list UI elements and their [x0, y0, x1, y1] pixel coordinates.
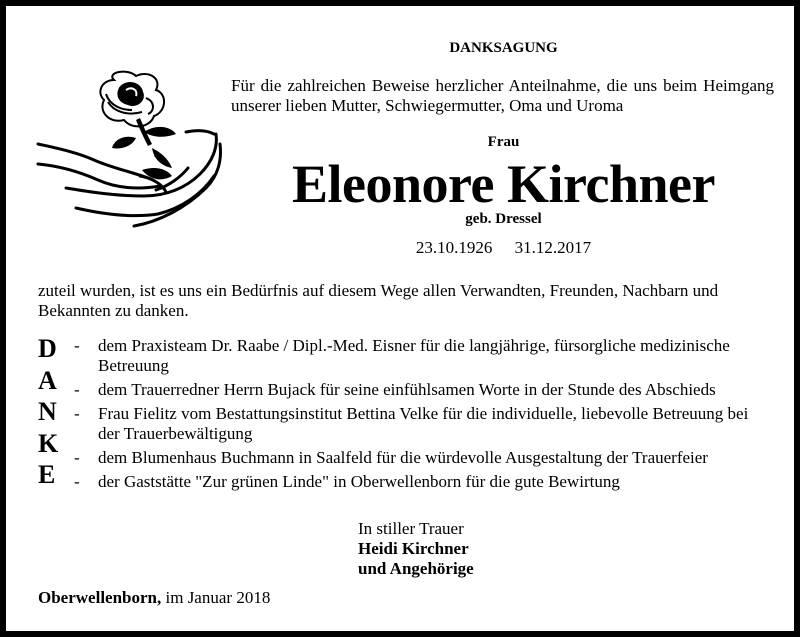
list-item — [74, 336, 774, 376]
list-dash: - — [74, 472, 80, 491]
death-date: 31.12.2017 — [514, 238, 592, 257]
list-item-text: dem Blumenhaus Buchmann in Saalfeld für die würdevolle Ausgestaltung der Trauerfeier — [98, 448, 708, 467]
list-item-text: dem Trauerredner Herrn Bujack für seine einfühlsamen Worte in der Stunde des Abschieds — [98, 380, 716, 399]
list-dash: - — [74, 404, 80, 423]
danke-letter: D — [38, 334, 57, 363]
salutation: Frau — [487, 134, 520, 150]
list-item-text: Frau Fielitz vom Bestattungsinstitut Bettina Velke für die individuelle, liebevolle Betreuung bei der Trauerbewältigung — [98, 404, 749, 443]
list-dash: - — [74, 336, 80, 355]
body-text: zuteil wurden, ist es uns ein Bedürfnis auf diesem Wege allen Verwandten, Freunden, Nachbarn und Bekannten zu danken. — [38, 281, 719, 320]
list-item — [74, 404, 774, 444]
list-dash: - — [74, 448, 80, 467]
list-item — [74, 380, 774, 400]
list-item — [74, 472, 774, 492]
notice-title: DANKSAGUNG — [449, 40, 558, 56]
danke-letter: E — [38, 460, 56, 490]
danke-letter: K — [38, 428, 59, 458]
place-date — [38, 588, 270, 608]
danke-letter: A — [38, 365, 57, 395]
birth-date: 23.10.1926 — [415, 238, 493, 257]
thanks-list — [74, 336, 774, 496]
list-item-text: der Gaststätte "Zur grünen Linde" in Oberwellenborn für die gute Bewirtung — [98, 472, 620, 491]
place-town: Oberwellenborn, — [38, 588, 162, 607]
rose-in-hands-icon — [36, 68, 222, 228]
danke-letter: N — [38, 397, 57, 427]
signature-line: In stiller Trauer — [358, 519, 464, 538]
deceased-name: Eleonore Kirchner — [292, 154, 715, 214]
place-date-text: im Januar 2018 — [165, 588, 271, 607]
signature-relatives: und Angehörige — [358, 559, 474, 578]
birth-name: geb. Dressel — [465, 211, 542, 227]
signature-block — [358, 519, 474, 579]
list-item — [74, 448, 774, 468]
signature-name: Heidi Kirchner — [358, 539, 469, 558]
danke-column — [38, 333, 66, 491]
list-item-text: dem Praxisteam Dr. Raabe / Dipl.-Med. Eisner für die langjährige, fürsorgliche medizinische Betreuung — [98, 336, 730, 375]
life-dates — [231, 238, 776, 258]
list-dash: - — [74, 380, 80, 399]
intro-text: Für die zahlreichen Beweise herzlicher Anteilnahme, die uns beim Heimgang unserer lieben Mutter, Schwiegermutter, Oma und Uroma — [231, 76, 774, 115]
